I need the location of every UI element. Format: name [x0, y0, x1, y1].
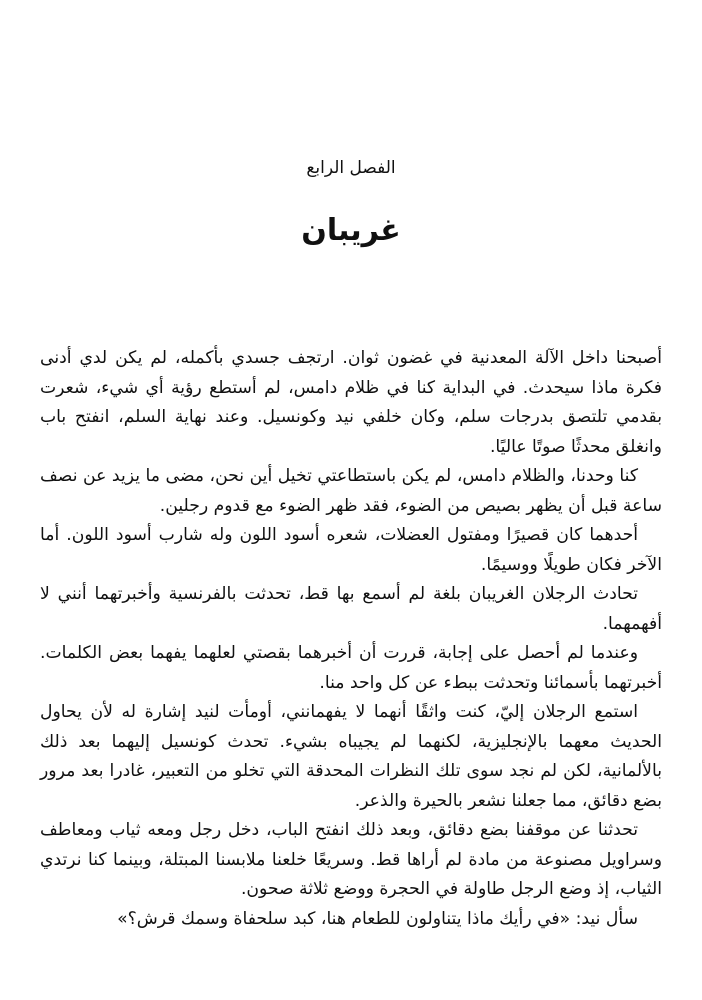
- paragraph: أصبحنا داخل الآلة المعدنية في غضون ثوان. ارتجف جسدي بأكمله، لم يكن لدي أدنى فكرة ماذا سيحدث. في البداية كنا في ظلام دامس، لم أستطع رؤية أي شيء، شعرت بقدمي تلتصق بدرجات سلم، وكان خلفي نيد وكونسيل. وعند نهاية السلم، انفتح باب وانغلق محدثًا صوتًا عاليًا.: [40, 348, 662, 457]
- paragraph: أحدهما كان قصيرًا ومفتول العضلات، شعره أسود اللون وله شارب أسود اللون. أما الآخر فكان طويلًا ووسيمًا.: [40, 525, 662, 575]
- paragraph: سأل نيد: «في رأيك ماذا يتناولون للطعام هنا، كبد سلحفاة وسمك قرش؟»: [117, 908, 638, 929]
- chapter-number: الفصل الرابع: [306, 158, 396, 178]
- paragraph: استمع الرجلان إليّ، كنت واثقًا أنهما لا يفهمانني، أومأت لنيد إشارة له لأن يحاول الحديث معهما بالإنجليزية، لكنهما لم يجيباه بشيء. تحدث كونسيل إليهما بعد ذلك بالألمانية، لكن لم نجد سوى تلك النظرات المحدقة التي تخلو من التعبير، غادرا بعد مرور بضع دقائق، مما جعلنا نشعر بالحيرة والذعر.: [40, 702, 662, 811]
- chapter-title: غريبان: [301, 213, 401, 248]
- paragraph: تحدثنا عن موقفنا بضع دقائق، وبعد ذلك انفتح الباب، دخل رجل ومعه ثياب ومعاطف وسراويل مصنوعة من مادة لم أراها قط. وسريعًا خلعنا ملابسنا المبتلة، وبينما كنا نرتدي الثياب، إذ وضع الرجل طاولة في الحجرة ووضع ثلاثة صحون.: [40, 820, 662, 899]
- paragraph: وعندما لم أحصل على إجابة، قررت أن أخبرهما بقصتي لعلهما يفهما بعض الكلمات. أخبرتهما بأسمائنا وتحدثت ببطء عن كل واحد منا.: [40, 643, 662, 693]
- paragraph: كنا وحدنا، والظلام دامس، لم يكن باستطاعتي تخيل أين نحن، مضى ما يزيد عن نصف ساعة قبل أن يظهر بصيص من الضوء، فقد ظهر الضوء مع قدوم رجلين.: [40, 466, 662, 516]
- paragraph: تحادث الرجلان الغريبان بلغة لم أسمع بها قط، تحدثت بالفرنسية وأخبرتهما أنني لا أفهمهما.: [40, 584, 662, 634]
- chapter-body: [40, 344, 662, 934]
